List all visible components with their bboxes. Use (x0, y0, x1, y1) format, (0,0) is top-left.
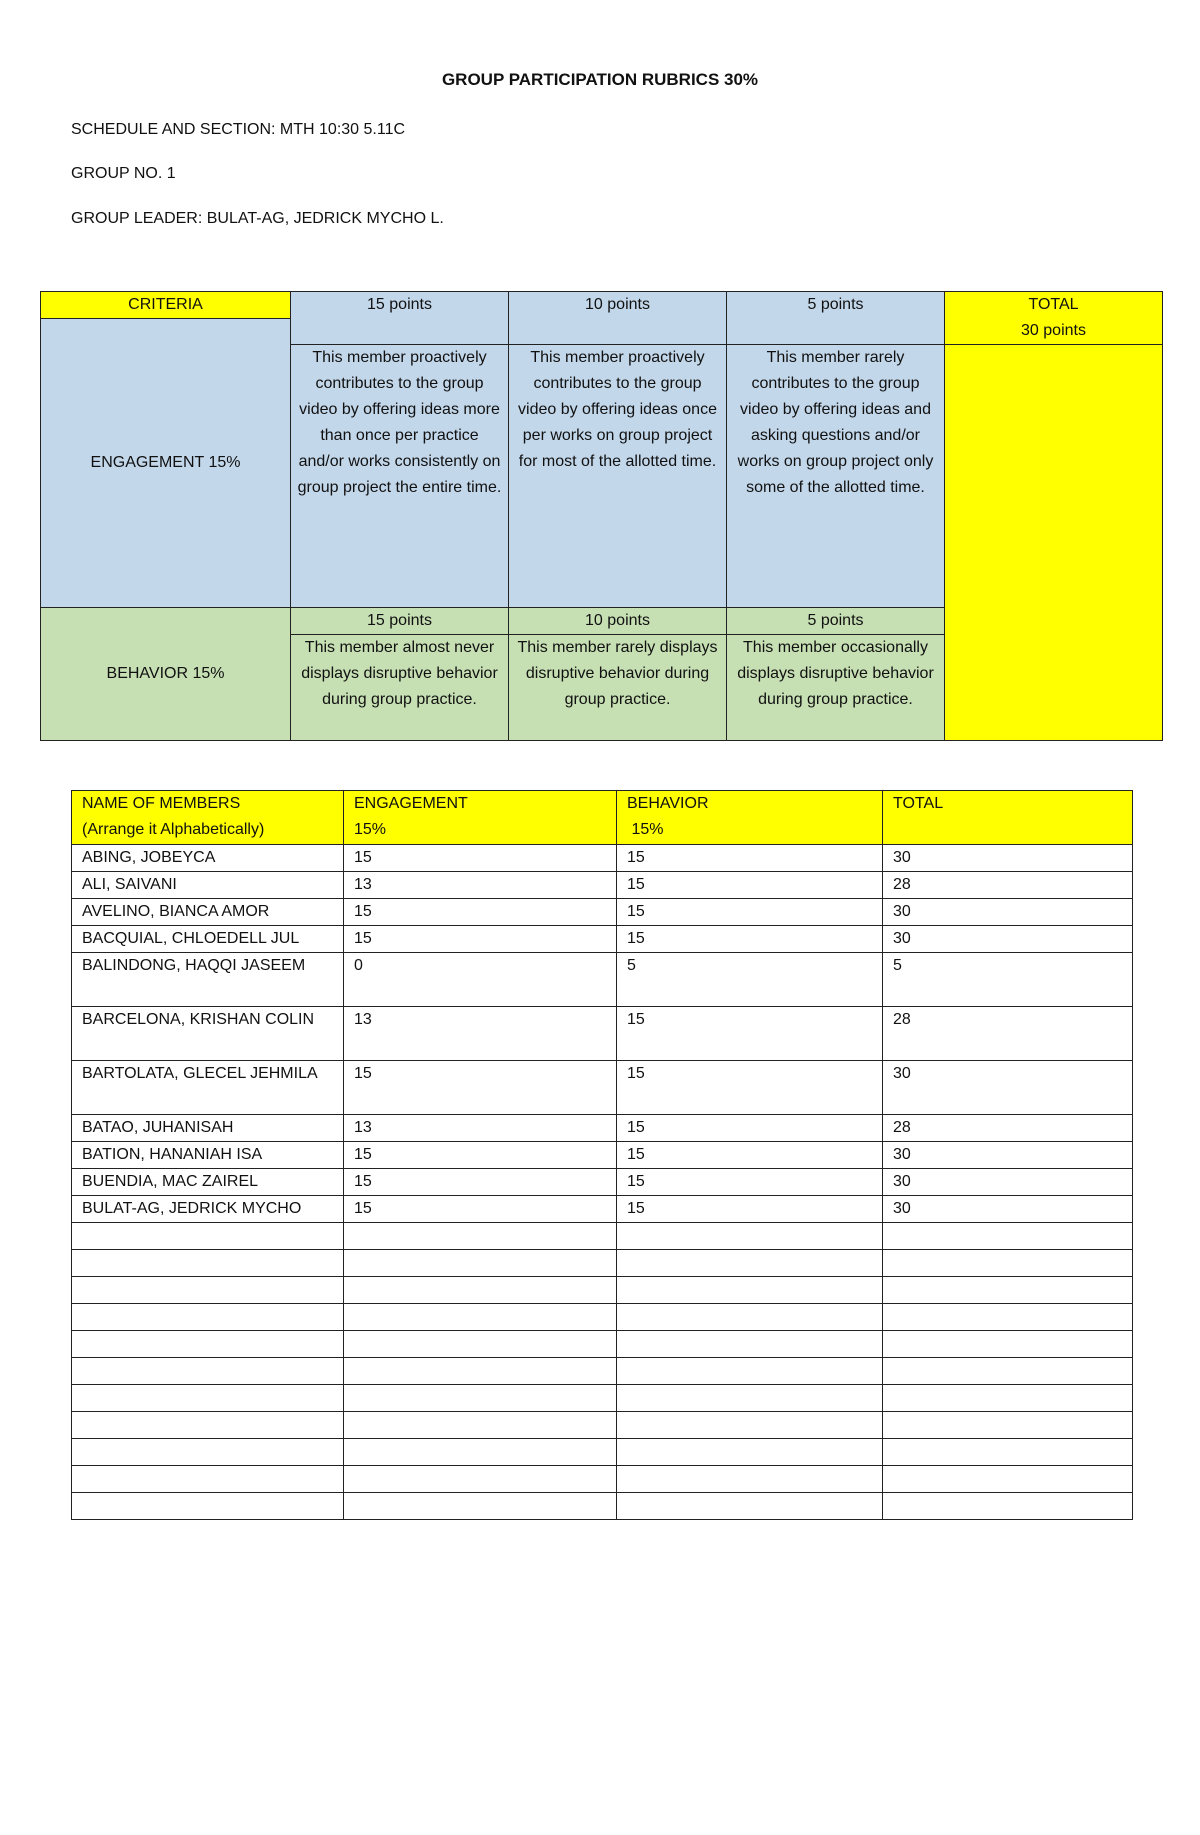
empty-row (72, 1493, 1133, 1520)
behavior-score: 15 (617, 899, 883, 926)
empty-cell (883, 1331, 1133, 1358)
engagement-score: 13 (344, 1007, 617, 1061)
total-header (945, 292, 1163, 345)
group-number-line: GROUP NO. 1 (71, 165, 176, 182)
member-name: BATION, HANANIAH ISA (72, 1142, 344, 1169)
behavior-desc-5: This member occasionally displays disruptive behavior during group practice. (727, 635, 945, 741)
empty-cell (883, 1358, 1133, 1385)
behavior-score: 5 (617, 953, 883, 1007)
empty-cell (883, 1277, 1133, 1304)
total-score: 28 (883, 872, 1133, 899)
empty-row (72, 1358, 1133, 1385)
engagement-score: 0 (344, 953, 617, 1007)
points-header-15: 15 points (291, 292, 509, 345)
behavior-score: 15 (617, 1007, 883, 1061)
engagement-column-header (344, 791, 617, 845)
behavior-desc-15: This member almost never displays disruptive behavior during group practice. (291, 635, 509, 741)
behavior-score: 15 (617, 845, 883, 872)
empty-cell (883, 1493, 1133, 1520)
empty-cell (72, 1250, 344, 1277)
table-row (72, 1061, 1133, 1115)
empty-cell (883, 1304, 1133, 1331)
table-row (72, 926, 1133, 953)
empty-cell (72, 1439, 344, 1466)
engagement-criterion: ENGAGEMENT 15% (41, 319, 291, 608)
total-score: 30 (883, 1169, 1133, 1196)
empty-cell (883, 1223, 1133, 1250)
empty-cell (72, 1385, 344, 1412)
empty-cell (617, 1466, 883, 1493)
empty-cell (344, 1331, 617, 1358)
behavior-score: 15 (617, 1061, 883, 1115)
empty-cell (344, 1385, 617, 1412)
total-column-header: TOTAL (883, 791, 1133, 845)
table-row (72, 1196, 1133, 1223)
engagement-score: 15 (344, 1061, 617, 1115)
empty-cell (617, 1412, 883, 1439)
behavior-score: 15 (617, 1142, 883, 1169)
behavior-column-header (617, 791, 883, 845)
engagement-score: 13 (344, 1115, 617, 1142)
total-header-label: TOTAL (1028, 296, 1079, 313)
engagement-score: 15 (344, 1196, 617, 1223)
engagement-score: 13 (344, 872, 617, 899)
empty-cell (617, 1331, 883, 1358)
engagement-score: 15 (344, 845, 617, 872)
total-score: 30 (883, 899, 1133, 926)
empty-cell (617, 1304, 883, 1331)
name-header-label: NAME OF MEMBERS (82, 795, 241, 812)
table-row (72, 1115, 1133, 1142)
empty-cell (344, 1412, 617, 1439)
member-name: BUENDIA, MAC ZAIREL (72, 1169, 344, 1196)
table-row (72, 1007, 1133, 1061)
points-header-10: 10 points (509, 292, 727, 345)
empty-cell (72, 1412, 344, 1439)
total-score: 30 (883, 1196, 1133, 1223)
empty-cell (617, 1439, 883, 1466)
empty-cell (72, 1493, 344, 1520)
empty-cell (344, 1466, 617, 1493)
engagement-desc-10: This member proactively contributes to the group video by offering ideas once per works on group project for most of the allotted time. (509, 345, 727, 608)
empty-cell (344, 1493, 617, 1520)
empty-cell (617, 1250, 883, 1277)
empty-cell (344, 1223, 617, 1250)
member-name: BATAO, JUHANISAH (72, 1115, 344, 1142)
empty-cell (344, 1250, 617, 1277)
empty-row (72, 1277, 1133, 1304)
empty-row (72, 1304, 1133, 1331)
member-name: AVELINO, BIANCA AMOR (72, 899, 344, 926)
schedule-line: SCHEDULE AND SECTION: MTH 10:30 5.11C (71, 121, 406, 138)
engagement-desc-15: This member proactively contributes to the group video by offering ideas more than once per practice and/or works consistently on group project the entire time. (291, 345, 509, 608)
empty-cell (883, 1250, 1133, 1277)
points-header-5: 5 points (727, 292, 945, 345)
total-score: 28 (883, 1115, 1133, 1142)
member-name: BACQUIAL, CHLOEDELL JUL (72, 926, 344, 953)
empty-cell (72, 1277, 344, 1304)
total-score: 5 (883, 953, 1133, 1007)
total-header-points: 30 points (1021, 322, 1086, 339)
name-header-note: (Arrange it Alphabetically) (82, 821, 265, 838)
engagement-score: 15 (344, 1169, 617, 1196)
behavior-criterion: BEHAVIOR 15% (41, 608, 291, 741)
behavior-score: 15 (617, 1115, 883, 1142)
behavior-score: 15 (617, 1196, 883, 1223)
behavior-points-15: 15 points (291, 608, 509, 635)
table-row (72, 1169, 1133, 1196)
empty-cell (344, 1358, 617, 1385)
empty-cell (344, 1304, 617, 1331)
empty-row (72, 1250, 1133, 1277)
empty-cell (617, 1223, 883, 1250)
empty-cell (617, 1358, 883, 1385)
total-score: 28 (883, 1007, 1133, 1061)
engagement-header-percent: 15% (354, 821, 387, 838)
member-name: ABING, JOBEYCA (72, 845, 344, 872)
table-row (72, 899, 1133, 926)
engagement-score: 15 (344, 899, 617, 926)
empty-cell (344, 1277, 617, 1304)
empty-cell (72, 1358, 344, 1385)
empty-cell (344, 1439, 617, 1466)
member-name: BARCELONA, KRISHAN COLIN (72, 1007, 344, 1061)
member-name: ALI, SAIVANI (72, 872, 344, 899)
engagement-score: 15 (344, 926, 617, 953)
empty-cell (72, 1223, 344, 1250)
empty-row (72, 1385, 1133, 1412)
empty-cell (883, 1385, 1133, 1412)
empty-row (72, 1412, 1133, 1439)
total-score: 30 (883, 1061, 1133, 1115)
member-name: BULAT-AG, JEDRICK MYCHO (72, 1196, 344, 1223)
behavior-score: 15 (617, 1169, 883, 1196)
empty-cell (72, 1331, 344, 1358)
empty-row (72, 1331, 1133, 1358)
empty-row (72, 1439, 1133, 1466)
behavior-score: 15 (617, 872, 883, 899)
empty-row (72, 1466, 1133, 1493)
engagement-desc-5: This member rarely contributes to the group video by offering ideas and asking questions and/or works on group project only some of the allotted time. (727, 345, 945, 608)
behavior-header-label: BEHAVIOR (627, 795, 709, 812)
members-table (71, 790, 1133, 1520)
table-row (72, 953, 1133, 1007)
document-title: GROUP PARTICIPATION RUBRICS 30% (441, 70, 759, 89)
member-name: BARTOLATA, GLECEL JEHMILA (72, 1061, 344, 1115)
total-score: 30 (883, 845, 1133, 872)
engagement-header-label: ENGAGEMENT (354, 795, 468, 812)
rubric-table (40, 291, 1163, 741)
group-leader-line: GROUP LEADER: BULAT-AG, JEDRICK MYCHO L. (71, 210, 444, 227)
empty-cell (883, 1439, 1133, 1466)
engagement-score: 15 (344, 1142, 617, 1169)
name-column-header (72, 791, 344, 845)
total-cell (945, 345, 1163, 741)
behavior-score: 15 (617, 926, 883, 953)
behavior-points-10: 10 points (509, 608, 727, 635)
behavior-desc-10: This member rarely displays disruptive behavior during group practice. (509, 635, 727, 741)
total-score: 30 (883, 1142, 1133, 1169)
empty-cell (72, 1304, 344, 1331)
table-row (72, 1142, 1133, 1169)
empty-cell (617, 1277, 883, 1304)
empty-cell (883, 1412, 1133, 1439)
empty-cell (883, 1466, 1133, 1493)
total-score: 30 (883, 926, 1133, 953)
empty-cell (617, 1385, 883, 1412)
table-row (72, 845, 1133, 872)
empty-cell (72, 1466, 344, 1493)
table-row (72, 872, 1133, 899)
criteria-header: CRITERIA (41, 292, 291, 319)
behavior-points-5: 5 points (727, 608, 945, 635)
empty-cell (617, 1493, 883, 1520)
empty-row (72, 1223, 1133, 1250)
behavior-header-percent: 15% (627, 821, 664, 838)
member-name: BALINDONG, HAQQI JASEEM (72, 953, 344, 1007)
